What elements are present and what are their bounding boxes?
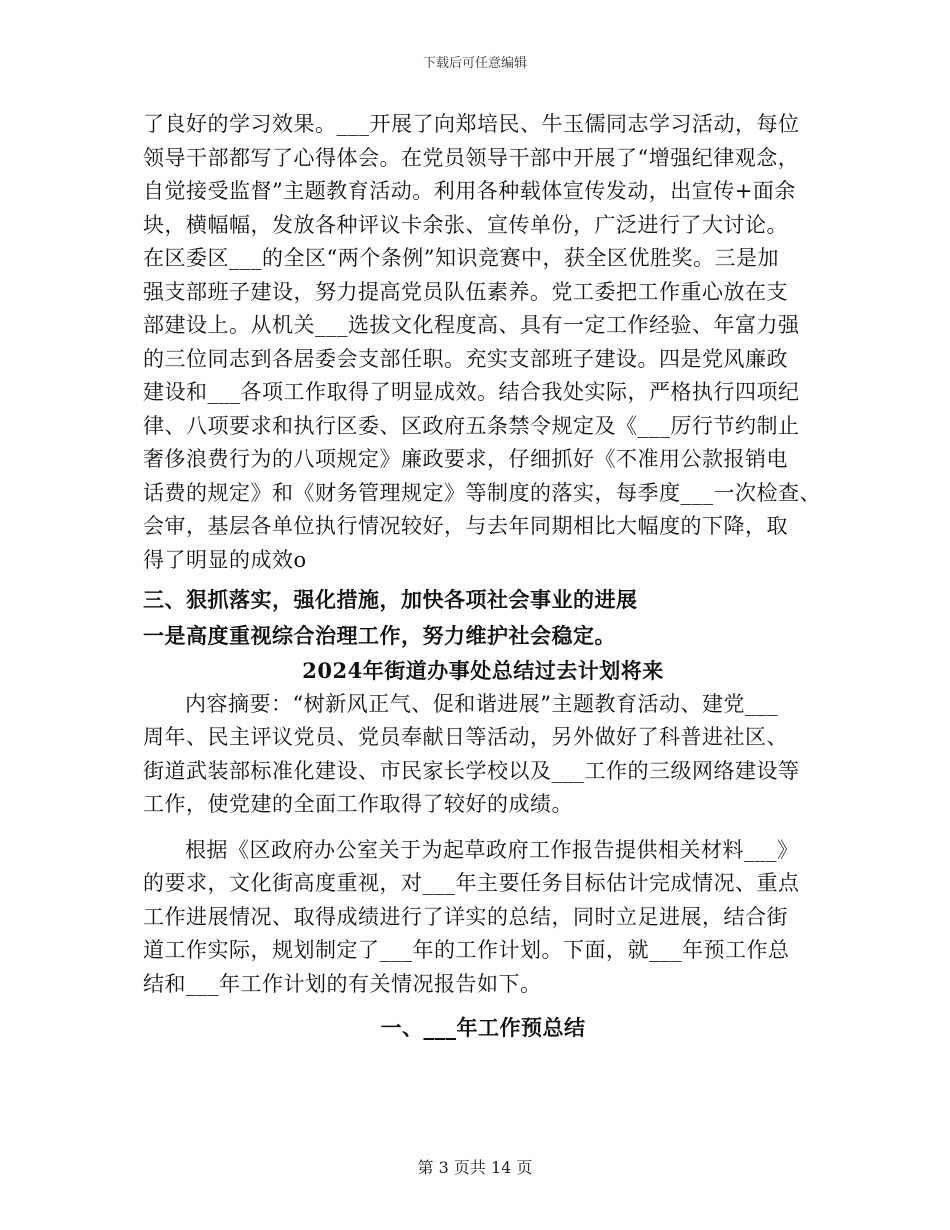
text-line: 律、八项要求和执行区委、区政府五条禁令规定及《___厉行节约制止	[143, 413, 800, 438]
text-line: 在区委区___的全区“两个条例”知识竞赛中，获全区优胜奖。三是加	[143, 246, 779, 270]
abstract-paragraph	[143, 688, 823, 822]
text-line: 结和___年工作计划的有关情况报告如下。	[143, 971, 542, 996]
page-header: 下载后可任意编辑	[422, 56, 527, 71]
paragraph-2	[143, 834, 823, 1002]
paragraph-1	[143, 108, 823, 577]
section-subheading: 一、___年工作预总结	[380, 1015, 586, 1040]
text-line: 块，横幅幅，发放各种评议卡余张、宣传单份，广泛进行了大讨论。	[143, 212, 788, 237]
text-line: 得了明显的成效o	[143, 547, 307, 572]
text-line: 工作进展情况、取得成绩进行了详实的总结，同时立足进展，结合街	[143, 904, 788, 929]
document-title: 2024年街道办事处总结过去计划将来	[302, 658, 664, 683]
text-line: 部建设上。从机关___选拔文化程度高、具有一定工作经验、年富力强	[143, 313, 800, 337]
text-line: 了良好的学习效果。___开展了向郑培民、牛玉儒同志学习活动，每位	[143, 112, 800, 136]
text-line: 街道武装部标准化建设、市民家长学校以及___工作的三级网络建设等	[143, 758, 800, 783]
text-line: 工作，使党建的全面工作取得了较好的成绩。	[143, 792, 573, 816]
text-line: 内容摘要：“树新风正气、促和谐进展”主题教育活动、建党___	[185, 691, 778, 716]
text-line: 强支部班子建设，努力提高党员队伍素养。党工委把工作重心放在支	[143, 279, 788, 304]
text-line: 会审，基层各单位执行情况较好，与去年同期相比大幅度的下降，取	[143, 514, 788, 538]
text-line: 周年、民主评议党员、党员奉献日等活动，另外做好了科普进社区、	[143, 725, 788, 749]
section-heading: 三、狠抓落实，强化措施，加快各项社会事业的进展	[143, 587, 638, 612]
text-line: 领导干部都写了心得体会。在党员领导干部中开展了“增强纪律观念，	[143, 145, 800, 170]
text-line: 奢侈浪费行为的八项规定》廉政要求，仔细抓好《不准用公款报销电	[143, 447, 788, 471]
sub-section-heading: 一是高度重视综合治理工作，努力维护社会稳定。	[143, 622, 616, 648]
text-line: 建设和___各项工作取得了明显成效。结合我处实际，严格执行四项纪	[143, 380, 800, 404]
text-line: 的三位同志到各居委会支部任职。充实支部班子建设。四是党风廉政	[143, 346, 788, 371]
page-footer: 第 3 页共 14 页	[417, 1158, 533, 1177]
text-line: 话费的规定》和《财务管理规定》等制度的落实，每季度___一次检查、	[143, 480, 821, 505]
text-line: 根据《区政府办公室关于为起草政府工作报告提供相关材料___》	[185, 837, 799, 862]
text-line: 的要求，文化街高度重视，对___年主要任务目标估计完成情况、重点	[143, 871, 800, 895]
text-line: 自觉接受监督”主题教育活动。利用各种载体宣传发动，出宣传+面余	[143, 179, 796, 203]
text-line: 道工作实际，规划制定了___年的工作计划。下面，就___年预工作总	[143, 938, 790, 962]
document-body	[143, 108, 823, 1045]
